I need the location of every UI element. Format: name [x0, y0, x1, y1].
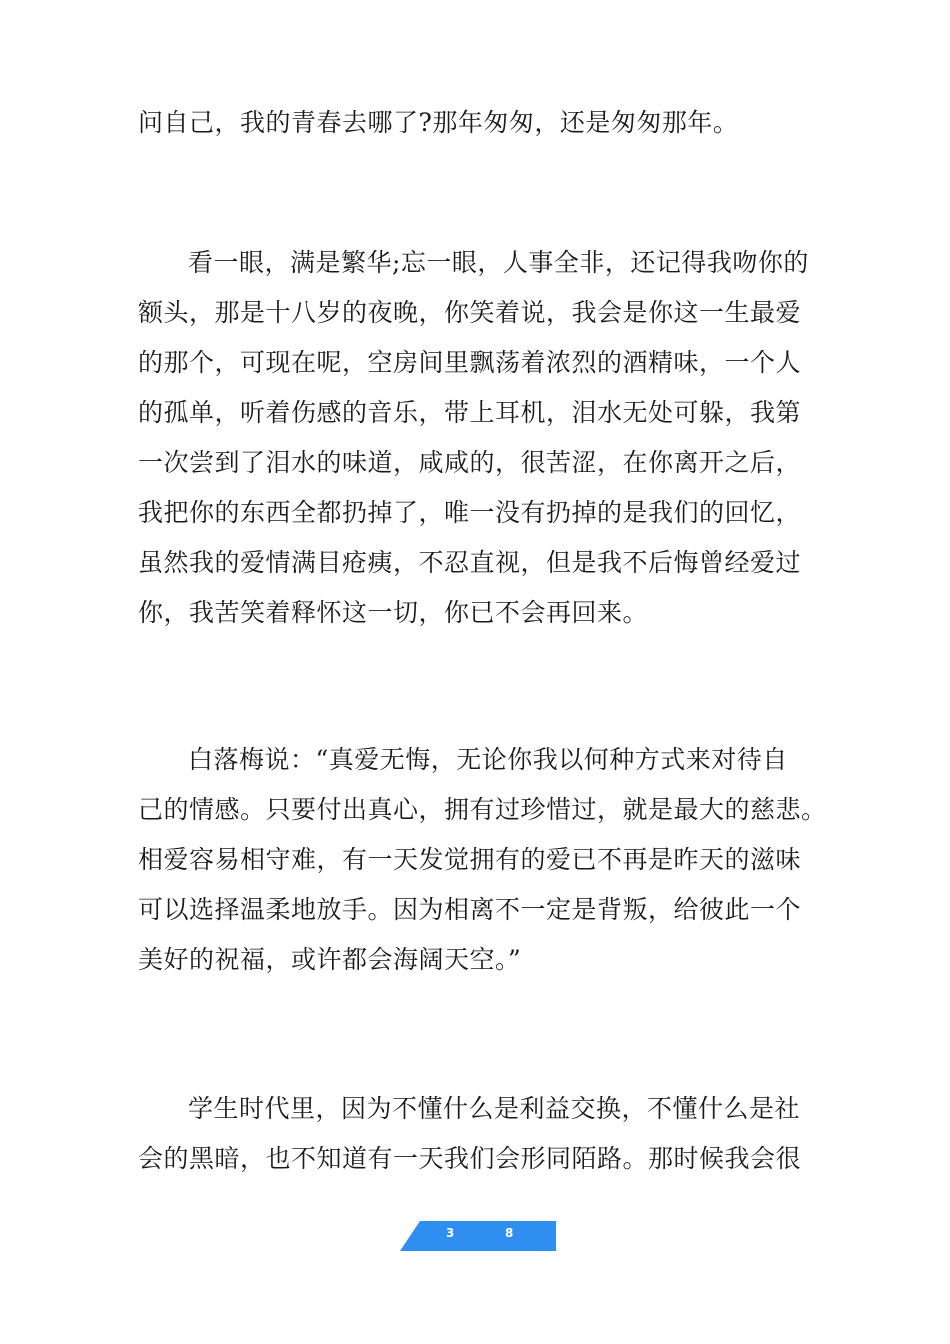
text-line: 美好的祝福，或许都会海阔天空。” [138, 945, 522, 974]
text-line: 问自己，我的青春去哪了?那年匆匆，还是匆匆那年。 [138, 108, 739, 137]
text-line: 可以选择温柔地放手。因为相离不一定是背叛，给彼此一个 [138, 895, 802, 924]
page-number-current: 3 [446, 1226, 455, 1240]
text-line: 你，我苦笑着释怀这一切，你已不会再回来。 [138, 598, 649, 627]
text-line: 额头，那是十八岁的夜晚，你笑着说，我会是你这一生最爱 [138, 298, 802, 327]
text-line: 相爱容易相守难，有一天发觉拥有的爱已不再是昨天的滋味 [138, 845, 802, 874]
text-line: 的孤单，听着伤感的音乐，带上耳机，泪水无处可躲，我第 [138, 398, 802, 427]
page-number-shape-icon [400, 1221, 556, 1251]
text-line: 的那个，可现在呢，空房间里飘荡着浓烈的酒精味，一个人 [138, 348, 802, 377]
paragraph-first-line: 白落梅说：“真爱无悔，无论你我以何种方式来对待自 [188, 745, 788, 774]
text-line: 我把你的东西全都扔掉了，唯一没有扔掉的是我们的回忆， [138, 498, 802, 527]
text-line: 虽然我的爱情满目疮痍，不忍直视，但是我不后悔曾经爱过 [138, 548, 802, 577]
page-number-banner [400, 1221, 556, 1251]
paragraph-first-line: 学生时代里，因为不懂什么是利益交换，不懂什么是社 [188, 1094, 801, 1123]
text-line: 己的情感。只要付出真心，拥有过珍惜过，就是最大的慈悲。 [138, 795, 827, 824]
page-number-total: 8 [505, 1226, 514, 1240]
text-line: 一次尝到了泪水的味道，咸咸的，很苦涩，在你离开之后， [138, 448, 802, 477]
text-line: 会的黑暗，也不知道有一天我们会形同陌路。那时候我会很 [138, 1144, 802, 1173]
paragraph-first-line: 看一眼，满是繁华;忘一眼，人事全非，还记得我吻你的 [188, 248, 809, 277]
